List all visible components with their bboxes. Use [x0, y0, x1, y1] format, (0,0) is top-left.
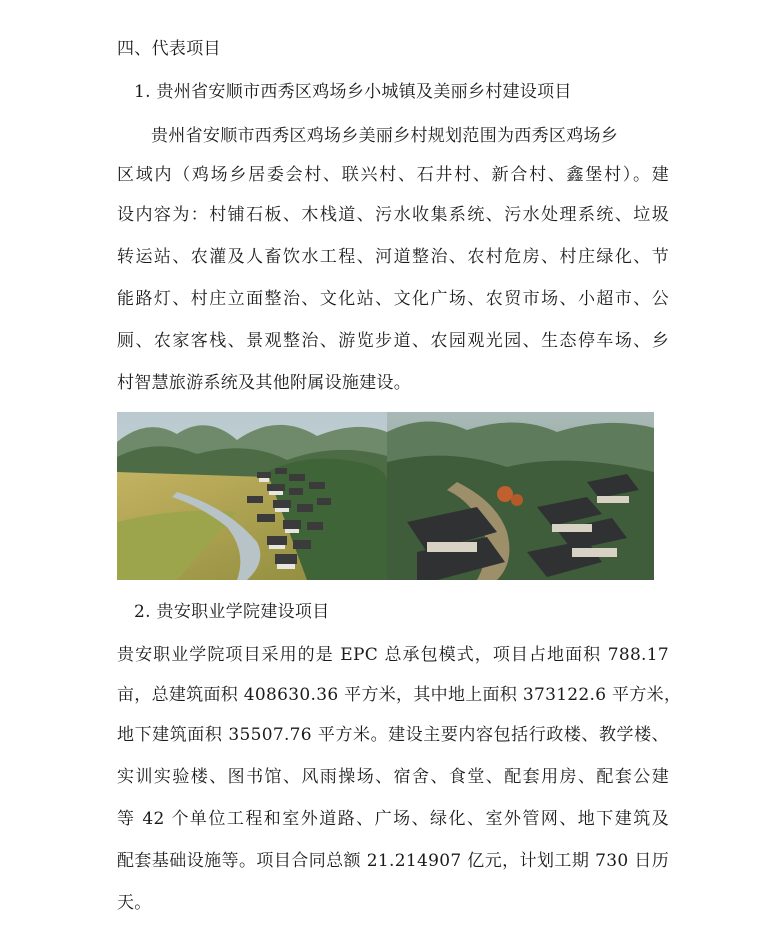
- village-aerial-photo-left: [117, 412, 387, 580]
- project2-paragraph-line: 等 42 个单位工程和室外道路、广场、绿化、室外管网、地下建筑及: [117, 809, 669, 829]
- project2-title: 2. 贵安职业学院建设项目: [134, 602, 330, 622]
- project1-paragraph-line: 能路灯、村庄立面整治、文化站、文化广场、农贸市场、小超市、公: [117, 289, 669, 309]
- project1-title: 1. 贵州省安顺市西秀区鸡场乡小城镇及美丽乡村建设项目: [134, 82, 572, 102]
- project2-paragraph-line: 实训实验楼、图书馆、风雨操场、宿舍、食堂、配套用房、配套公建: [117, 767, 669, 787]
- project1-paragraph-line: 区域内（鸡场乡居委会村、联兴村、石井村、新合村、鑫堡村）。建: [117, 165, 669, 185]
- project1-paragraph-line: 转运站、农灌及人畜饮水工程、河道整治、农村危房、村庄绿化、节: [117, 247, 669, 267]
- village-rendering-photo-right: [387, 412, 654, 580]
- project1-paragraph-line: 厕、农家客栈、景观整治、游览步道、农园观光园、生态停车场、乡: [117, 331, 669, 351]
- project2-paragraph-line: 天。: [117, 893, 152, 913]
- section-heading: 四、代表项目: [117, 39, 221, 59]
- project2-paragraph-line: 贵安职业学院项目采用的是 EPC 总承包模式，项目占地面积 788.17: [117, 645, 669, 665]
- project1-paragraph-line: 贵州省安顺市西秀区鸡场乡美丽乡村规划范围为西秀区鸡场乡: [151, 126, 619, 146]
- project2-paragraph-line: 亩，总建筑面积 408630.36 平方米，其中地上面积 373122.6 平方米，: [117, 685, 682, 705]
- project2-paragraph-line: 配套基础设施等。项目合同总额 21.214907 亿元，计划工期 730 日历: [117, 851, 669, 871]
- project1-paragraph-line: 设内容为：村铺石板、木栈道、污水收集系统、污水处理系统、垃圾: [117, 205, 669, 225]
- project1-paragraph-line: 村智慧旅游系统及其他附属设施建设。: [117, 373, 412, 393]
- project2-paragraph-line: 地下建筑面积 35507.76 平方米。建设主要内容包括行政楼、教学楼、: [117, 725, 669, 745]
